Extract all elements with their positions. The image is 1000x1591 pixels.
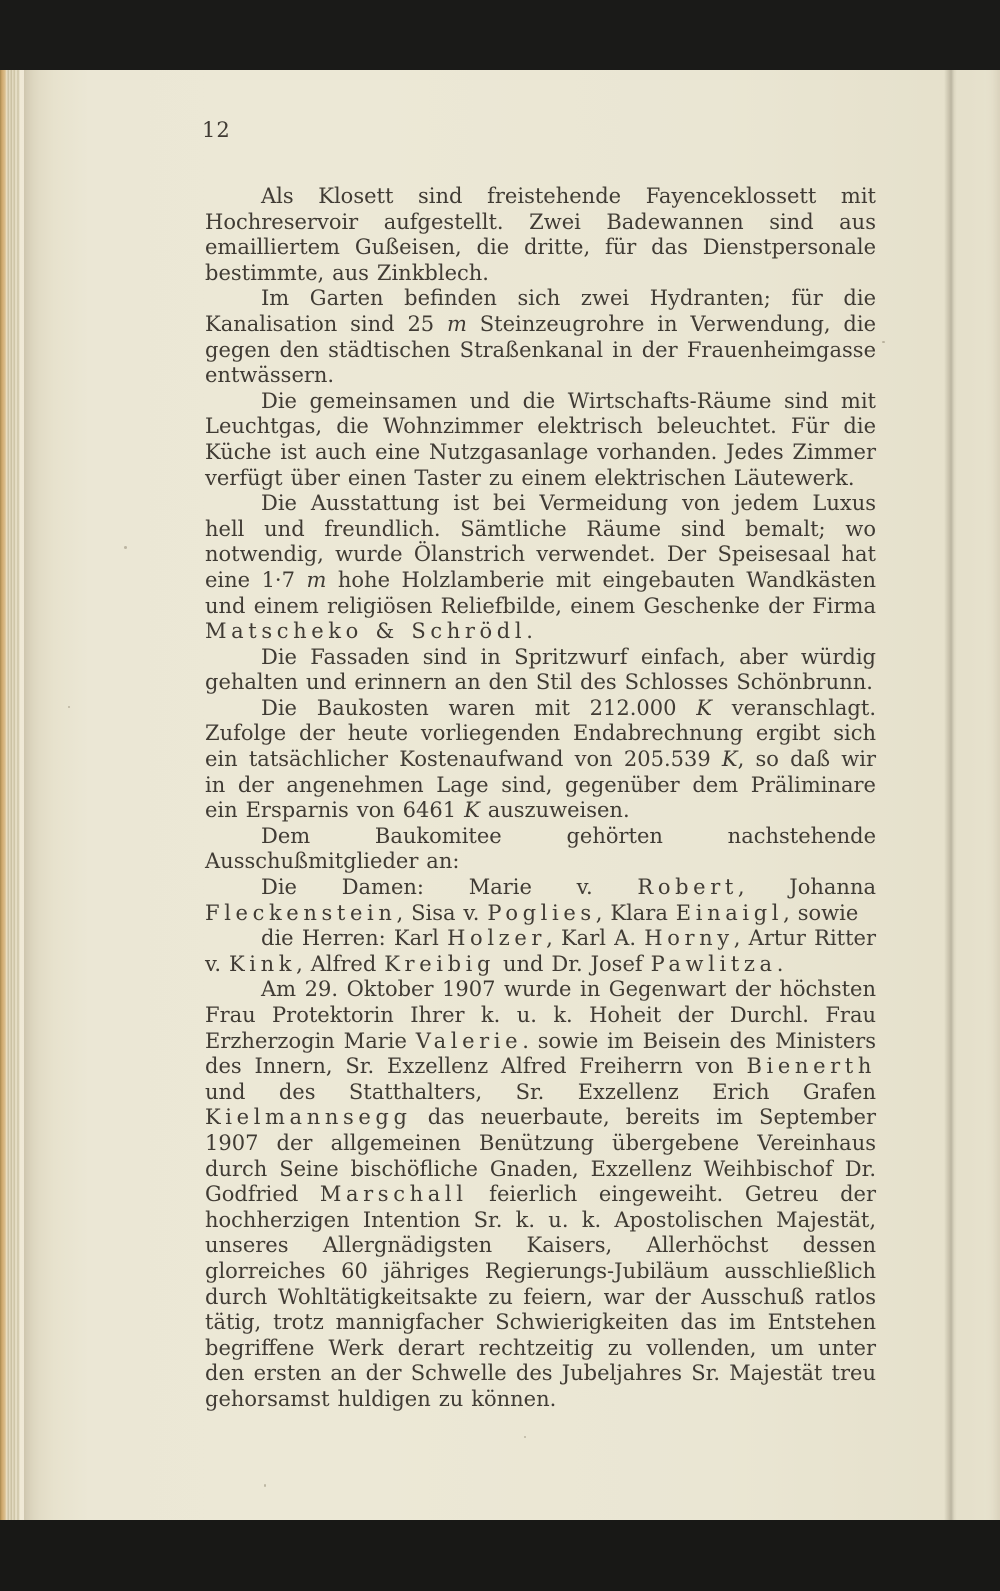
paragraph: [205, 875, 876, 926]
text-segment: und des Statthalters, Sr. Exzellenz Erich Grafen: [205, 1079, 876, 1104]
background-top: [0, 0, 1000, 70]
paragraph: [205, 926, 876, 977]
person-name: Fleckenstein: [205, 900, 397, 925]
text-segment: Die Baukosten waren mit 212.000: [261, 695, 697, 720]
paragraph: [205, 491, 876, 645]
person-name: Kreibig: [384, 951, 496, 976]
text-segment: Die Damen: Marie v.: [261, 875, 638, 900]
text-segment: , so daß wir in der angenehmen Lage sind, gegenüber dem Präliminare ein Ersparnis von 6461: [205, 747, 876, 823]
paragraph: [205, 696, 876, 824]
person-name: Valerie: [415, 1028, 523, 1053]
text-segment: , Klara: [595, 900, 676, 925]
page-gutter-crease: [944, 28, 957, 1565]
paragraph: [205, 977, 876, 1412]
text-segment: , Artur Ritter v.: [205, 926, 877, 976]
person-name: Kielmannsegg: [205, 1105, 412, 1130]
text-segment: m: [306, 567, 327, 592]
person-name: Pawlitza: [650, 951, 777, 976]
text-segment: Dem Baukomitee gehörten nachstehende Ausschußmitglieder an:: [205, 823, 876, 874]
text-segment: das neuerbaute, bereits im September 1907 der allgemeinen Benützung übergebene Vereinhaus durch Seine bischöfliche Gnaden, Exzellenz Weihbischof Dr. Godfried: [205, 1105, 876, 1207]
text-segment: .: [526, 619, 533, 644]
text-segment: K: [696, 695, 712, 720]
paragraph: [205, 286, 876, 388]
text-segment: Im Garten befinden sich zwei Hydranten; für die Kanalisation sind 25: [205, 286, 876, 336]
text-segment: hohe Holzlamberie mit eingebauten Wandkästen und einem religiösen Reliefbilde, einem Geschenke der Firma: [205, 567, 876, 618]
page-text: [205, 184, 876, 1413]
text-segment: , Johanna: [737, 875, 876, 900]
text-segment: auszuweisen.: [479, 798, 630, 823]
text-segment: Die Fassaden sind in Spritzwurf einfach, aber würdig gehalten und erinnern an den Stil des Schlosses Schönbrunn.: [205, 644, 876, 695]
text-segment: .: [776, 951, 784, 976]
person-name: Kink: [228, 951, 297, 976]
text-segment: veranschlagt. Zufolge der heute vorliegenden Endabrechnung ergibt sich ein tatsächlicher Kostenaufwand von 205.539: [205, 695, 876, 772]
paragraph: [205, 645, 876, 696]
person-name: Bienerth: [746, 1054, 876, 1079]
text-segment: die Herren: Karl: [261, 926, 448, 951]
text-segment: und Dr. Josef: [495, 951, 651, 976]
text-segment: feierlich eingeweiht. Getreu der hochherzigen Intention Sr. k. u. k. Apostolischen Majestät, unseres Allergnädigsten Kaisers, Allerhöchst dessen glorreiches 60 jähriges Regierungs-Jubiläum ausschließlich durch Wohltätigkeitsakte zu feiern, war der Ausschuß ratlos tätig, trotz mannigfacher Schwierigkeiten das im Entstehen begriffene Werk derart rechtzeitig zu vollenden, um unter den ersten an der Schwelle des Jubeljahres Sr. Majestät treu gehorsamst huldigen zu können.: [205, 1182, 876, 1411]
dust-speck: [124, 546, 127, 549]
paragraph: [205, 389, 876, 491]
text-segment: Die gemeinsamen und die Wirtschafts-Räume sind mit Leuchtgas, die Wohnzimmer elektrisch beleuchtet. Für die Küche ist auch eine Nutzgasanlage vorhanden. Jedes Zimmer verfügt über einen Taster zu einem elektrischen Läutewerk.: [205, 388, 876, 490]
text-segment: Die Ausstattung ist bei Vermeidung von jedem Luxus hell und freundlich. Sämtliche Räume sind bemalt; wo notwendig, wurde Ölanstrich verwendet. Der Speisesaal hat eine 1·7: [205, 491, 876, 592]
text-segment: , sowie: [783, 900, 859, 925]
text-segment: K: [464, 798, 480, 823]
text-segment: , Karl A.: [546, 926, 645, 951]
person-name: Horny: [644, 926, 734, 951]
person-name: Holzer: [447, 926, 547, 951]
text-segment: K: [721, 747, 738, 772]
text-segment: , Sisa v.: [396, 900, 488, 925]
person-name: Matscheko & Schrödl: [205, 619, 527, 644]
text-segment: Am 29. Oktober 1907 wurde in Gegenwart der höchsten Frau Protektorin Ihrer k. u. k. Hoheit der Durchl. Frau Erzherzogin Marie: [205, 977, 876, 1053]
person-name: Einaigl: [675, 900, 784, 925]
text-segment: m: [447, 311, 467, 336]
page-number: 12: [202, 118, 231, 142]
text-segment: Als Klosett sind freistehende Fayenceklossett mit Hochreservoir aufgestellt. Zwei Badewannen sind aus emailliertem Gußeisen, die dritte, für das Dienstpersonale bestimmte, aus Zinkblech.: [205, 184, 876, 285]
person-name: Marschall: [319, 1182, 468, 1207]
text-segment: . sowie im Beisein des Ministers des Innern, Sr. Exzellenz Alfred Freiherrn von: [205, 1028, 876, 1079]
dust-speck: [68, 706, 70, 708]
paragraph: [205, 184, 876, 286]
text-segment: , Alfred: [296, 951, 385, 976]
page-edge-stack: [0, 26, 27, 1577]
dust-speck: [524, 1436, 526, 1438]
text-segment: Steinzeugrohre in Verwendung, die gegen den städtischen Straßenkanal in der Frauenheimgasse entwässern.: [205, 311, 876, 388]
person-name: Robert: [637, 875, 738, 900]
person-name: Poglies: [487, 900, 596, 925]
dust-speck: [882, 341, 885, 343]
background-bottom: [0, 1520, 1000, 1591]
paragraph: [205, 824, 876, 875]
dust-speck: [264, 1484, 266, 1487]
